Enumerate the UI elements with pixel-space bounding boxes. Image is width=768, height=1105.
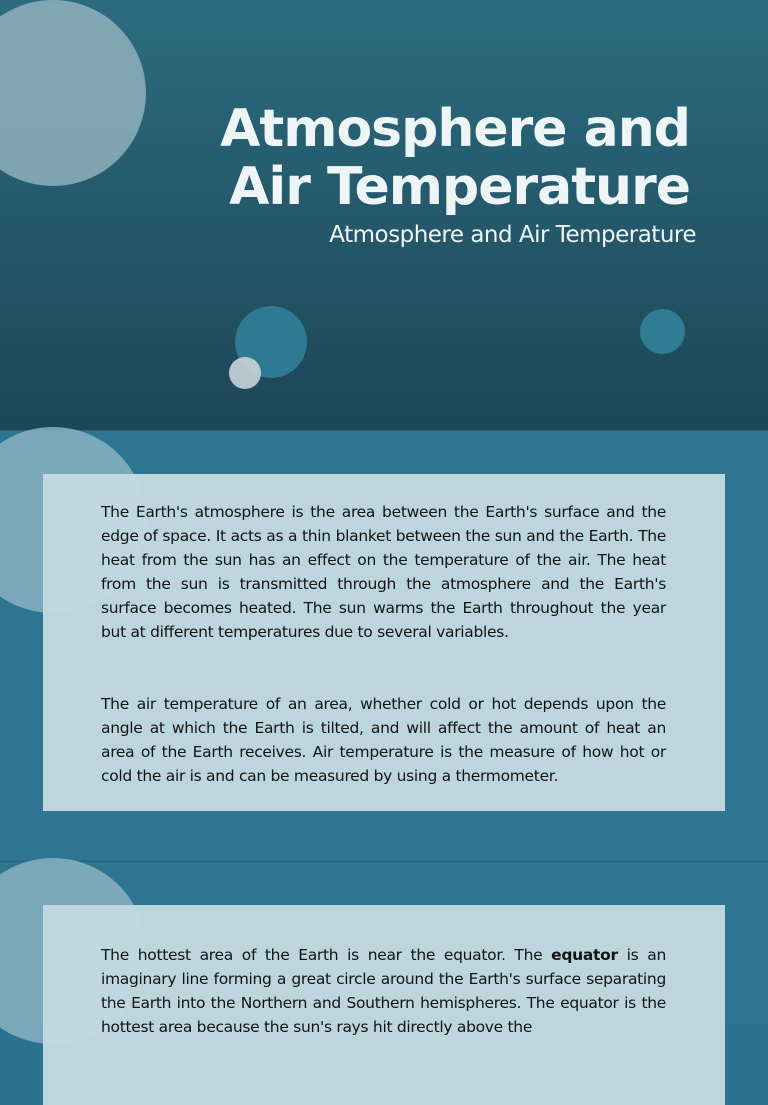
paragraph: The Earth's atmosphere is the area between the Earth's surface and the edge of space. It acts as a thin blanket between the sun and the Earth. The heat from the sun has an effect on the temperature of the air. The heat from the sun is transmitted through the atmosphere and the Earth's surface becomes heated. The sun warms the Earth throughout the year but at different temperatures due to several variables. — [101, 503, 666, 641]
paragraph: The air temperature of an area, whether cold or hot depends upon the angle at which the Earth is tilted, and will affect the amount of heat an area of the Earth receives. Air temperature is the measure of how hot or cold the air is and can be measured by using a thermometer. — [101, 695, 666, 785]
title-line-1: Atmosphere and — [220, 99, 690, 159]
decorative-circle — [229, 357, 261, 389]
page-subtitle: Atmosphere and Air Temperature — [329, 222, 696, 248]
decorative-circle — [640, 309, 685, 354]
paragraph-end: is an imaginary line forming a great circle around the Earth's surface separating the Earth into the Northern and Southern hemispheres. The equator is the hottest area because the sun's rays hit directly above the — [101, 946, 666, 1036]
page-title — [220, 100, 690, 216]
term-equator: equator — [551, 946, 618, 964]
document-page-3 — [0, 862, 768, 1036]
paragraph-start: The hottest area of the Earth is near the equator. The — [101, 946, 552, 964]
text-card — [43, 474, 725, 811]
document-page-2 — [0, 431, 768, 861]
title-line-2: Air Temperature — [229, 157, 690, 217]
text-card — [43, 905, 725, 1105]
decorative-circle — [0, 0, 146, 186]
paragraph — [101, 943, 666, 1039]
title-page — [0, 0, 768, 430]
